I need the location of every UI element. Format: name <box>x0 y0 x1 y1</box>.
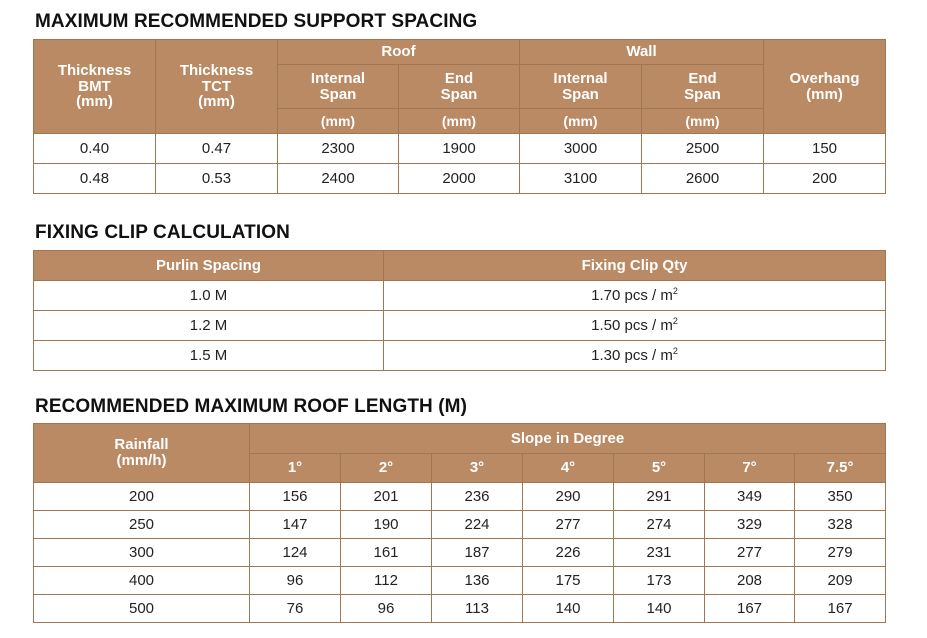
cell: 200 <box>764 164 886 194</box>
cell: 226 <box>523 539 614 567</box>
cell: 1.70 pcs / $m^2$ <box>384 281 886 311</box>
cell: 1900 <box>399 134 520 164</box>
cell: 236 <box>432 483 523 511</box>
cell: 1.50 pcs / $m^2$ <box>384 311 886 341</box>
cell: 96 <box>250 567 341 595</box>
cell: 187 <box>432 539 523 567</box>
table-row <box>34 483 886 511</box>
cell: 1.5 M <box>34 341 384 371</box>
cell: 291 <box>614 483 705 511</box>
table-row <box>34 281 886 311</box>
mm-unit-header: (mm) <box>520 109 642 134</box>
table-row <box>34 311 886 341</box>
cell: 0.47 <box>156 134 278 164</box>
slope-header: Slope in Degree <box>250 424 886 454</box>
slope-col-header: 2° <box>341 454 432 483</box>
cell: 277 <box>523 511 614 539</box>
cell: 231 <box>614 539 705 567</box>
cell: 150 <box>764 134 886 164</box>
cell: 277 <box>705 539 795 567</box>
cell: 124 <box>250 539 341 567</box>
slope-col-header: 4° <box>523 454 614 483</box>
thickness-bmt-header: Thickness BMT (mm) <box>34 40 156 134</box>
support-spacing-title: MAXIMUM RECOMMENDED SUPPORT SPACING <box>35 11 478 32</box>
purlin-spacing-header: Purlin Spacing <box>34 251 384 281</box>
table-row <box>34 567 886 595</box>
cell: 328 <box>795 511 886 539</box>
roof-length-title: RECOMMENDED MAXIMUM ROOF LENGTH (M) <box>35 396 468 417</box>
cell: 200 <box>34 483 250 511</box>
cell: 400 <box>34 567 250 595</box>
fixing-clip-table <box>33 250 886 371</box>
cell: 113 <box>432 595 523 623</box>
cell: 2400 <box>278 164 399 194</box>
cell: 147 <box>250 511 341 539</box>
cell: 175 <box>523 567 614 595</box>
cell: 300 <box>34 539 250 567</box>
cell: 156 <box>250 483 341 511</box>
mm-unit-header: (mm) <box>278 109 399 134</box>
table-row <box>34 164 886 194</box>
slope-col-header: 1° <box>250 454 341 483</box>
cell: 350 <box>795 483 886 511</box>
roof-length-table <box>33 423 886 623</box>
cell: 274 <box>614 511 705 539</box>
cell: 140 <box>523 595 614 623</box>
wall-end-span-header: End Span <box>642 65 764 109</box>
cell: 112 <box>341 567 432 595</box>
cell: 290 <box>523 483 614 511</box>
table-row <box>34 511 886 539</box>
mm-unit-header: (mm) <box>642 109 764 134</box>
cell: 500 <box>34 595 250 623</box>
cell: 3000 <box>520 134 642 164</box>
table-row <box>34 539 886 567</box>
table-row <box>34 341 886 371</box>
cell: 201 <box>341 483 432 511</box>
roof-header: Roof <box>278 40 520 65</box>
cell: 2300 <box>278 134 399 164</box>
roof-end-span-header: End Span <box>399 65 520 109</box>
cell: 76 <box>250 595 341 623</box>
cell: 140 <box>614 595 705 623</box>
cell: 3100 <box>520 164 642 194</box>
overhang-header: Overhang (mm) <box>764 40 886 134</box>
cell: 279 <box>795 539 886 567</box>
cell: 0.40 <box>34 134 156 164</box>
table-row <box>34 134 886 164</box>
wall-header: Wall <box>520 40 764 65</box>
cell: 96 <box>341 595 432 623</box>
cell: 167 <box>705 595 795 623</box>
cell: 329 <box>705 511 795 539</box>
fixing-clip-qty-header: Fixing Clip Qty <box>384 251 886 281</box>
table-row <box>34 595 886 623</box>
cell: 0.53 <box>156 164 278 194</box>
cell: 250 <box>34 511 250 539</box>
cell: 161 <box>341 539 432 567</box>
cell: 173 <box>614 567 705 595</box>
roof-internal-span-header: Internal Span <box>278 65 399 109</box>
cell: 208 <box>705 567 795 595</box>
cell: 224 <box>432 511 523 539</box>
cell: 167 <box>795 595 886 623</box>
slope-col-header: 5° <box>614 454 705 483</box>
mm-unit-header: (mm) <box>399 109 520 134</box>
fixing-clip-title: FIXING CLIP CALCULATION <box>35 222 290 243</box>
cell: 2000 <box>399 164 520 194</box>
cell: 0.48 <box>34 164 156 194</box>
cell: 1.0 M <box>34 281 384 311</box>
cell: 349 <box>705 483 795 511</box>
cell: 1.2 M <box>34 311 384 341</box>
slope-col-header: 7° <box>705 454 795 483</box>
thickness-tct-header: Thickness TCT (mm) <box>156 40 278 134</box>
rainfall-header: Rainfall (mm/h) <box>34 424 250 483</box>
wall-internal-span-header: Internal Span <box>520 65 642 109</box>
support-spacing-table <box>33 39 886 194</box>
cell: 136 <box>432 567 523 595</box>
slope-col-header: 3° <box>432 454 523 483</box>
cell: 2600 <box>642 164 764 194</box>
cell: 2500 <box>642 134 764 164</box>
cell: 190 <box>341 511 432 539</box>
cell: 1.30 pcs / $m^2$ <box>384 341 886 371</box>
slope-col-header: 7.5° <box>795 454 886 483</box>
cell: 209 <box>795 567 886 595</box>
